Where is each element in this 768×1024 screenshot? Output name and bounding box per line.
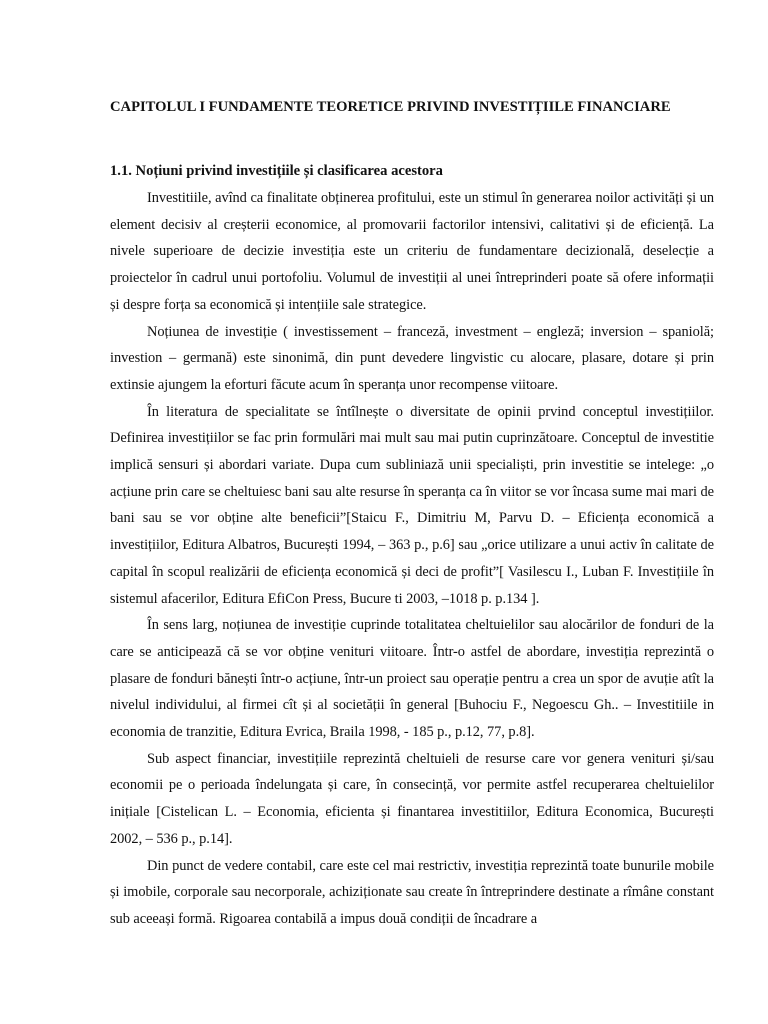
paragraph-6: Din punct de vedere contabil, care este cel mai restrictiv, investiția reprezintă toate bunurile mobile și imobile, corporale sau necorporale, achiziționate sau create în întreprindere destinate a rîmâne constant sub aceeași formă. Rigoarea contabilă a impus două condiții de încadrare a bbox=[110, 857, 714, 927]
paragraph-1: Investitiile, avînd ca finalitate obținerea profitului, este un stimul în generarea noilor activități și un element decisiv al creșterii economice, al promovarii factorilor intensivi, calitativi și de eficiență. La nivele superioare de decizie investiția este un criteriu de fundamentare decizională, deselecție a proiectelor în cadrul unui portofoliu. Volumul de investiții al unei întreprinderi poate să ofere informații și despre forța sa economică și intențiile sale strategice. bbox=[110, 190, 714, 313]
paragraph-2: Noțiunea de investiție ( investissement – franceză, investment – engleză; inversion – spaniolă; investion – germană) este sinonimă, din punt devedere lingvistic cu alocare, plasare, dotare și prin extinsie ajungem la eforturi făcute acum în speranța unor recompense viitoare. bbox=[110, 323, 714, 393]
paragraph-4: În sens larg, noțiunea de investiție cuprinde totalitatea cheltuielilor sau alocărilor de fonduri de la care se anticipează că se vor obține venituri viitoare. Într-o astfel de abordare, investiția reprezintă o plasare de fonduri bănești într-o acțiune, într-un proiect sau operație pentru a crea un spor de avuție atît la nivelul individului, al firmei cît și al societății în general [Buhociu F., Negoescu Gh.. – Investitiile in economia de tranzitie, Editura Evrica, Braila 1998, - 185 p., p.12, 77, p.8]. bbox=[110, 617, 714, 741]
paragraph-3: În literatura de specialitate se întîlnește o diversitate de opinii prvind conceptul investițiilor. Definirea investițiilor se fac prin formulări mai mult sau mai putin cuprinzătoare. Conceptul de investitie implică sensuri și abordari variate. Dupa cum subliniază unii specialiști, prin investitie se intelege: „o acțiune prin care se cheltuiesc bani sau alte resurse în speranța ca în viitor se vor încasa sume mai mari de bani sau se vor obține alte beneficii”[Staicu F., Dimitriu M, Parvu D. – Eficiența economică a investițiilor, Editura Albatros, București 1994, – 363 p., p.6] sau „orice utilizare a unui activ în calitate de capital în scopul realizării de eficiența economică și deci de profit”[ Vasilescu I., Luban F. Investițiile în sistemul afacerilor, Editura EfiCon Press, Bucure ti 2003, –1018 p. p.134 ]. bbox=[110, 403, 714, 607]
document-page bbox=[110, 97, 714, 933]
chapter-title: CAPITOLUL I FUNDAMENTE TEORETICE PRIVIND INVESTIȚIILE FINANCIARE bbox=[110, 99, 671, 115]
section-title: 1.1. Noțiuni privind investițiile și clasificarea acestora bbox=[110, 163, 443, 179]
paragraph-5: Sub aspect financiar, investițiile reprezintă cheltuieli de resurse care vor genera venituri și/sau economii pe o perioada îndelungata și care, în consecință, vor permite astfel recuperarea cheltuielilor inițiale [Cistelican L. – Economia, eficienta și finantarea investitiilor, Editura Economica, București 2002, – 536 p., p.14]. bbox=[110, 750, 714, 847]
